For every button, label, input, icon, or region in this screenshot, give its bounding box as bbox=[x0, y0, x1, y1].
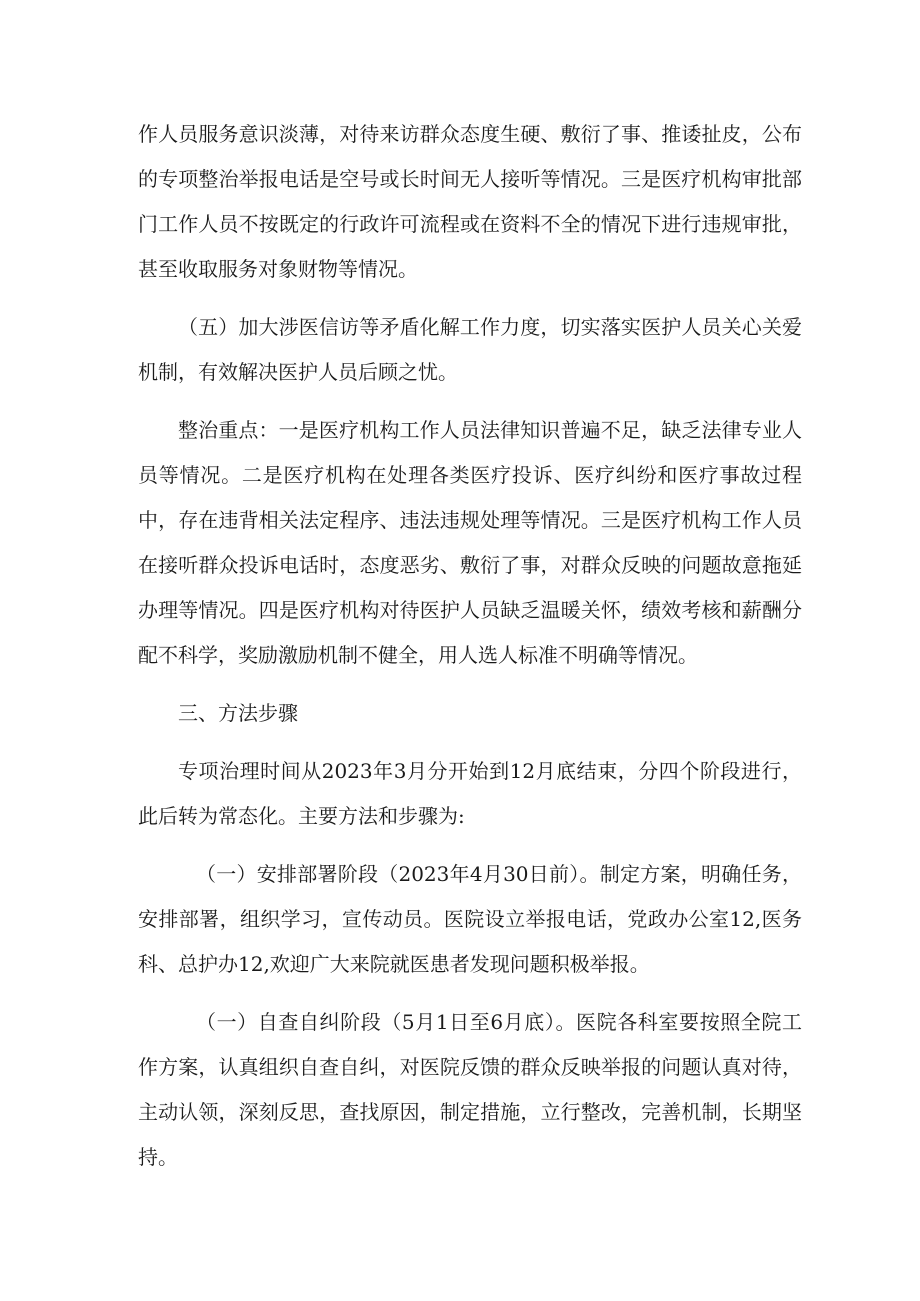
paragraph-section-five: （五）加大涉医信访等矛盾化解工作力度，切实落实医护人员关心关爱机制，有效解决医护人员后顾之忧。 bbox=[138, 315, 802, 384]
paragraph-rectification-focus: 整治重点：一是医疗机构工作人员法律知识普遍不足，缺乏法律专业人员等情况。二是医疗机构在处理各类医疗投诉、医疗纠纷和医疗事故过程中，存在违背相关法定程序、违法违规处理等情况。三是医疗机构工作人员在接听群众投诉电话时，态度恶劣、敷衍了事，对群众反映的问题故意拖延办理等情况。四是医疗机构对待医护人员缺乏温暖关怀，绩效考核和薪酬分配不科学，奖励激励机制不健全，用人选人标准不明确等情况。 bbox=[138, 418, 802, 667]
document-body bbox=[138, 112, 802, 1180]
section-heading-methods: 三、方法步骤 bbox=[178, 701, 298, 725]
paragraph-phase-self-check: （一）自查自纠阶段（5月1日至6月底）。医院各科室要按照全院工作方案，认真组织自查自纠，对医院反馈的群众反映举报的问题认真对待，主动认领，深刻反思，查找原因，制定措施，立行整改，完善机制，长期坚持。 bbox=[138, 1010, 802, 1169]
paragraph-continuation: 作人员服务意识淡薄，对待来访群众态度生硬、敷衍了事、推诿扯皮，公布的专项整治举报电话是空号或长时间无人接听等情况。三是医疗机构审批部门工作人员不按既定的行政许可流程或在资料不全的情况下进行违规审批，甚至收取服务对象财物等情况。 bbox=[138, 122, 802, 281]
paragraph-phase-deployment: （一）安排部署阶段（2023年4月30日前）。制定方案，明确任务，安排部署，组织学习，宣传动员。医院设立举报电话，党政办公室12,医务科、总护办12,欢迎广大来院就医患者发现问题积极举报。 bbox=[138, 862, 802, 976]
paragraph-timeline: 专项治理时间从2023年3月分开始到12月底结束，分四个阶段进行，此后转为常态化。主要方法和步骤为: bbox=[138, 759, 802, 828]
